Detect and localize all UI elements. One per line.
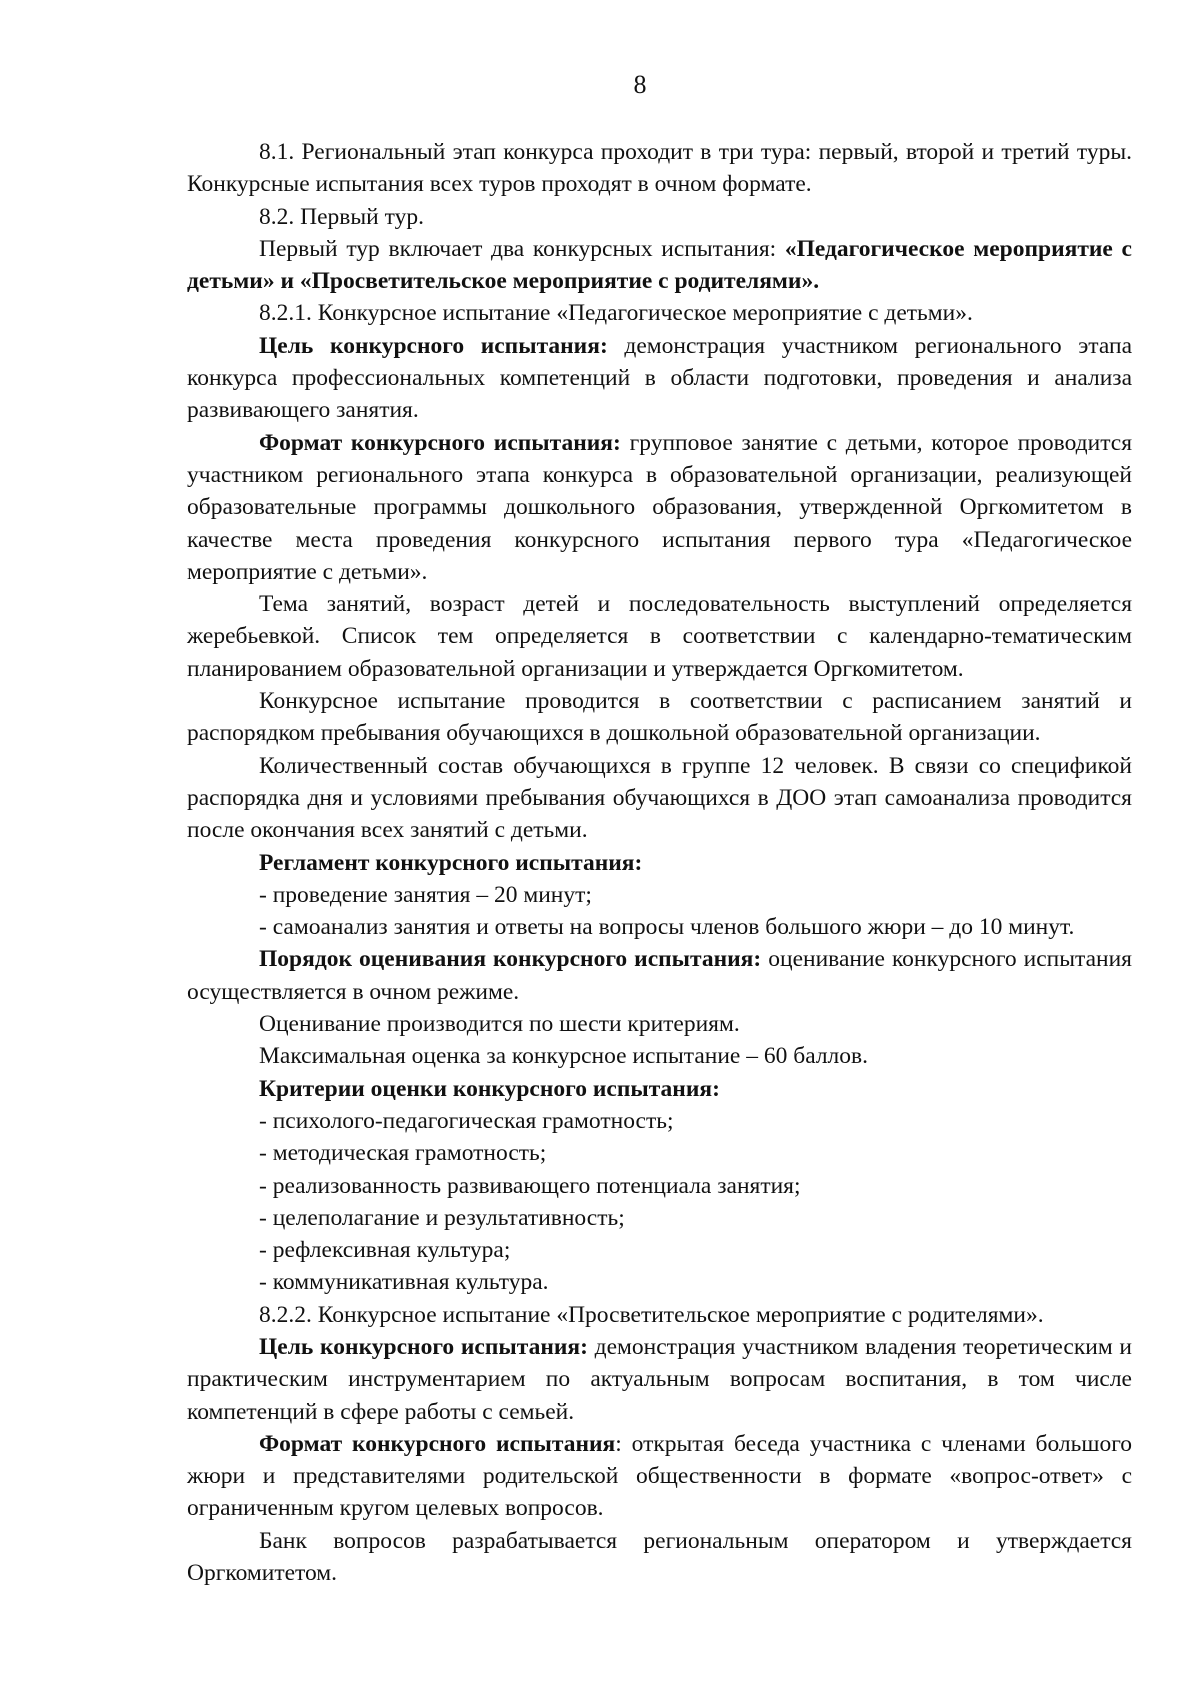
paragraph-text: демонстрация участником регионального этапа конкурса профессиональных компетенций в области подготовки, проведения и анализа развивающего занятия.: [187, 332, 1132, 424]
paragraph-8-2-1: 8.2.1. Конкурсное испытание «Педагогическое мероприятие с детьми».: [259, 300, 973, 327]
paragraph-topics: Тема занятий, возраст детей и последовательность выступлений определяется жеребьевкой. Список тем определяется в соответствии с календарно-тематическим планированием образовательной организации и утверждается Оргкомитетом.: [187, 591, 1132, 682]
paragraph-bold: Регламент конкурсного испытания:: [259, 849, 643, 876]
list-item: - рефлексивная культура;: [259, 1237, 511, 1264]
paragraph-goal-2: [187, 1331, 1132, 1428]
paragraph-text: Первый тур включает два конкурсных испытания:: [259, 235, 785, 262]
paragraph-text: групповое занятие с детьми, которое проводится участником регионального этапа конкурса в образовательной организации, реализующей образовательные программы дошкольного образования, утвержденной Оргкомитетом в качестве места проведения конкурсного испытания первого тура «Педагогическое мероприятие с детьми».: [187, 429, 1133, 585]
list-item: - целеполагание и результативность;: [259, 1204, 625, 1231]
paragraph-criteria-heading: [187, 1073, 1132, 1105]
paragraph-bold: Критерии оценки конкурсного испытания:: [259, 1075, 720, 1102]
paragraph-question-bank: Банк вопросов разрабатывается региональным оператором и утверждается Оргкомитетом.: [187, 1527, 1132, 1587]
paragraph-8-1: 8.1. Региональный этап конкурса проходит в три тура: первый, второй и третий туры. Конкурсные испытания всех туров проходят в очном формате.: [187, 139, 1132, 198]
paragraph-bold: Цель конкурсного испытания:: [259, 1333, 588, 1360]
paragraph-text: оценивание конкурсного испытания осуществляется в очном режиме.: [187, 946, 1132, 1005]
list-item: - методическая грамотность;: [259, 1140, 547, 1167]
paragraph-schedule: Конкурсное испытание проводится в соответствии с расписанием занятий и распорядком пребывания обучающихся в дошкольной образовательной организации.: [187, 688, 1132, 747]
paragraph-bold: Цель конкурсного испытания:: [259, 332, 608, 359]
list-item: - реализованность развивающего потенциала занятия;: [259, 1172, 801, 1199]
paragraph-regulation-heading: [187, 847, 1132, 879]
paragraph-text: : открытая беседа участника с членами большого жюри и представителями родительской общественности в формате «вопрос-ответ» с ограниченным кругом целевых вопросов.: [187, 1430, 1132, 1522]
paragraph-8-2: 8.2. Первый тур.: [259, 203, 424, 230]
list-item: - самоанализ занятия и ответы на вопросы членов большого жюри – до 10 минут.: [259, 914, 1075, 941]
paragraph-evaluation-order: [187, 943, 1132, 1008]
page-number: 8: [633, 70, 647, 99]
paragraph-bold: Формат конкурсного испытания: [259, 1430, 616, 1457]
paragraph-criteria-count: Оценивание производится по шести критериям.: [259, 1011, 740, 1038]
paragraph-first-tour: [187, 233, 1132, 298]
paragraph-max-score: Максимальная оценка за конкурсное испытание – 60 баллов.: [259, 1043, 869, 1070]
paragraph-bold: «Педагогическое мероприятие с детьми» и «Просветительское мероприятие с родителями».: [187, 235, 1132, 295]
paragraph-format-2: [187, 1428, 1132, 1525]
list-item: - проведение занятия – 20 минут;: [259, 881, 592, 908]
paragraph-goal-1: [187, 330, 1132, 427]
paragraph-format-1: [187, 427, 1132, 588]
document-body: [187, 136, 1132, 1589]
paragraph-group-size: Количественный состав обучающихся в группе 12 человек. В связи со спецификой распорядка дня и условиями пребывания обучающихся в ДОО этап самоанализа проводится после окончания всех занятий с детьми.: [187, 752, 1132, 844]
paragraph-text: демонстрация участником владения теоретическим и практическим инструментарием по актуальным вопросам воспитания, в том числе компетенций в сфере работы с семьей.: [187, 1333, 1133, 1425]
paragraph-bold: Порядок оценивания конкурсного испытания:: [259, 946, 762, 973]
paragraph-bold: Формат конкурсного испытания:: [259, 429, 621, 456]
list-item: - психолого-педагогическая грамотность;: [259, 1107, 674, 1134]
list-item: - коммуникативная культура.: [259, 1269, 549, 1296]
paragraph-8-2-2: 8.2.2. Конкурсное испытание «Просветительское мероприятие с родителями».: [259, 1301, 1044, 1328]
